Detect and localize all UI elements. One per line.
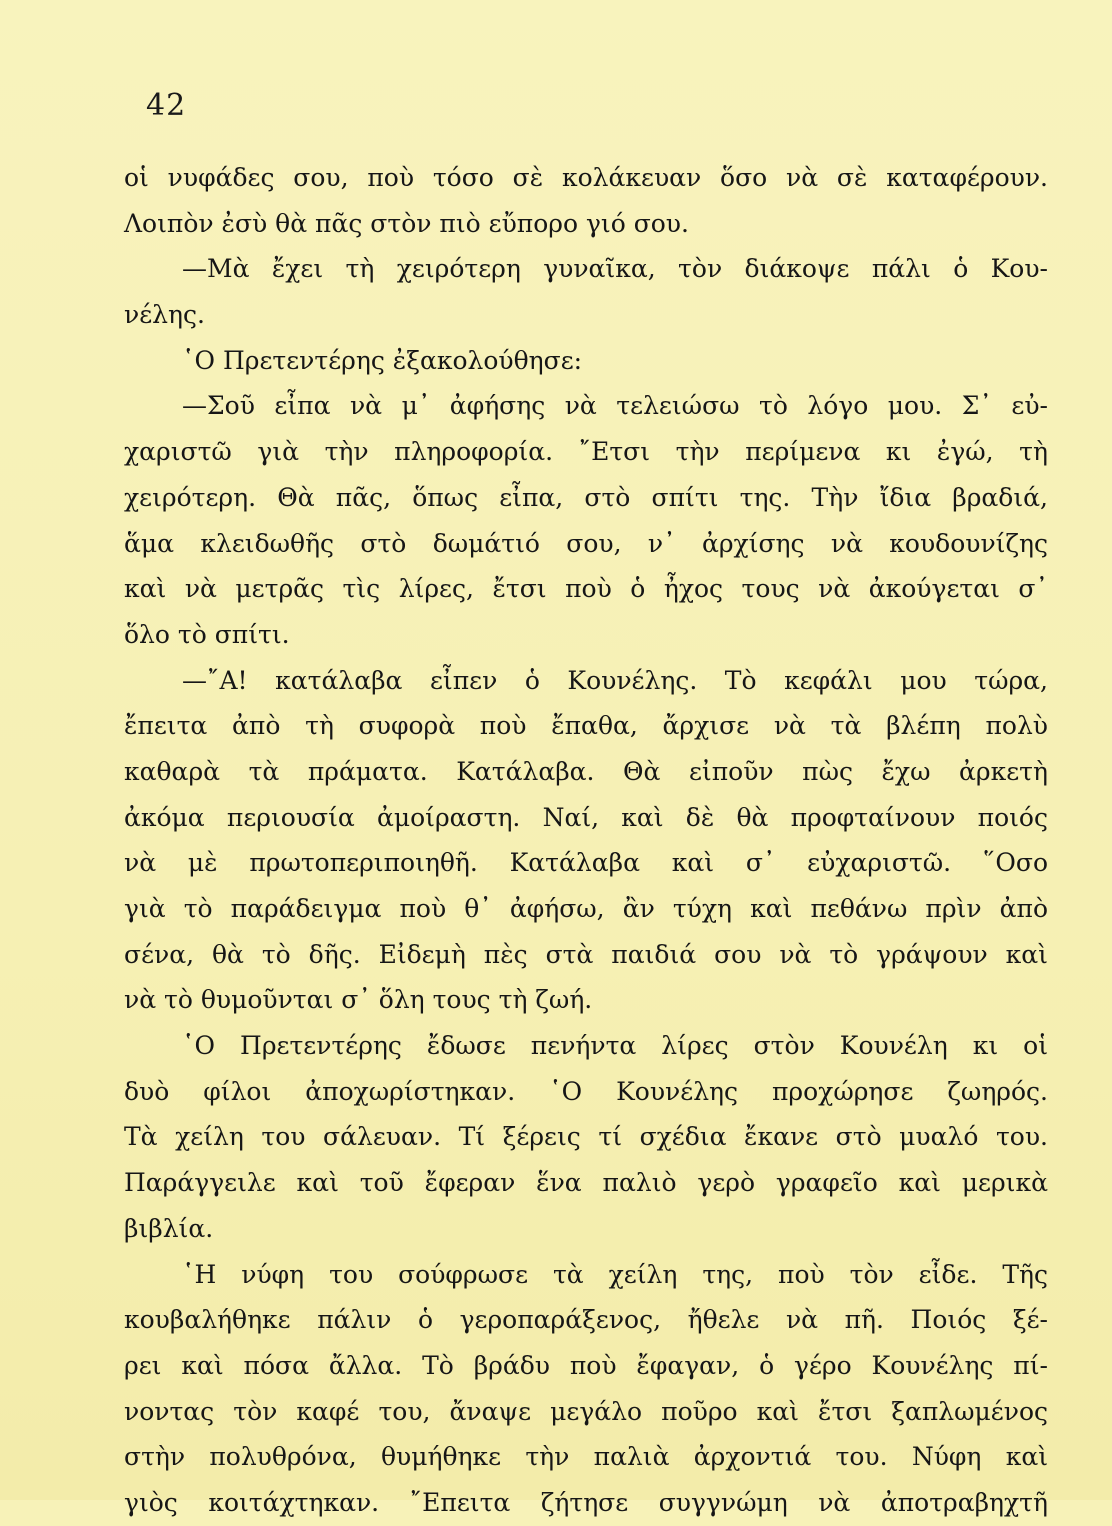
text-line: ῾Ο Πρετεντέρης ἔδωσε πενήντα λίρες στὸν Κουνέλη κι οἱ: [182, 1031, 1048, 1061]
text-line: νὰ μὲ πρωτοπεριποιηθῆ. Κατάλαβα καὶ σ᾿ εὐχαριστῶ. ῞Οσο: [124, 848, 1048, 878]
text-line: βιβλία.: [124, 1213, 214, 1243]
text-line: Παράγγειλε καὶ τοῦ ἔφεραν ἕνα παλιὸ γερὸ γραφεῖο καὶ μερικὰ: [124, 1168, 1048, 1198]
text-line: ὅλο τὸ σπίτι.: [124, 619, 290, 649]
text-line: ῾Ο Πρετεντέρης ἐξακολούθησε:: [182, 345, 583, 375]
page-number: 42: [146, 88, 187, 123]
text-line: —Μὰ ἔχει τὴ χειρότερη γυναῖκα, τὸν διάκοψε πάλι ὁ Κου-: [182, 254, 1048, 284]
text-line: —῎Α! κατάλαβα εἶπεν ὁ Κουνέλης. Τὸ κεφάλι μου τώρα,: [182, 665, 1048, 695]
text-line: οἱ νυφάδες σου, ποὺ τόσο σὲ κολάκευαν ὅσο νὰ σὲ καταφέρουν.: [124, 163, 1048, 192]
text-line: —Σοῦ εἶπα νὰ μ᾿ ἀφήσης νὰ τελειώσω τὸ λόγο μου. Σ᾿ εὐ-: [182, 391, 1048, 421]
text-line: σένα, θὰ τὸ δῆς. Εἰδεμὴ πὲς στὰ παιδιά σου νὰ τὸ γράψουν καὶ: [124, 939, 1048, 969]
text-line: κουβαλήθηκε πάλιν ὁ γεροπαράξενος, ἤθελε νὰ πῆ. Ποιός ξέ-: [124, 1305, 1048, 1335]
text-line: Τὰ χείλη του σάλευαν. Τί ξέρεις τί σχέδια ἔκανε στὸ μυαλό του.: [124, 1122, 1048, 1152]
text-line: νέλης.: [124, 300, 205, 330]
text-line: δυὸ φίλοι ἀποχωρίστηκαν. ῾Ο Κουνέλης προχώρησε ζωηρός.: [124, 1076, 1048, 1106]
body-text: [124, 155, 1048, 1526]
text-line: ρει καὶ πόσα ἄλλα. Τὸ βράδυ ποὺ ἔφαγαν, ὁ γέρο Κουνέλης πί-: [124, 1350, 1048, 1380]
text-line: ἅμα κλειδωθῆς στὸ δωμάτιό σου, ν᾿ ἀρχίσης νὰ κουδουνίζης: [124, 528, 1048, 558]
text-line: χαριστῶ γιὰ τὴν πληροφορία. ῎Ετσι τὴν περίμενα κι ἐγώ, τὴ: [124, 437, 1048, 467]
text-line: ῾Η νύφη του σούφρωσε τὰ χείλη της, ποὺ τὸν εἶδε. Τῆς: [182, 1259, 1048, 1289]
text-line: Λοιπὸν ἐσὺ θὰ πᾶς στὸν πιὸ εὔπορο γιό σου.: [124, 208, 689, 238]
text-line: νὰ τὸ θυμοῦνται σ᾿ ὅλη τους τὴ ζωή.: [124, 985, 593, 1015]
text-line: στὴν πολυθρόνα, θυμήθηκε τὴν παλιὰ ἀρχοντιά του. Νύφη καὶ: [124, 1442, 1048, 1472]
text-line: νοντας τὸν καφέ του, ἄναψε μεγάλο ποῦρο καὶ ἔτσι ξαπλωμένος: [124, 1396, 1048, 1426]
text-line: ἔπειτα ἀπὸ τὴ συφορὰ ποὺ ἔπαθα, ἄρχισε νὰ τὰ βλέπη πολὺ: [124, 711, 1048, 741]
text-line: καθαρὰ τὰ πράματα. Κατάλαβα. Θὰ εἰποῦν πὼς ἔχω ἀρκετὴ: [124, 756, 1048, 786]
text-line: γιὰ τὸ παράδειγμα ποὺ θ᾿ ἀφήσω, ἂν τύχη καὶ πεθάνω πρὶν ἀπὸ: [124, 894, 1048, 923]
text-line: γιὸς κοιτάχτηκαν. ῎Επειτα ζήτησε συγγνώμη νὰ ἀποτραβηχτῆ: [124, 1487, 1048, 1517]
text-line: χειρότερη. Θὰ πᾶς, ὅπως εἶπα, στὸ σπίτι της. Τὴν ἴδια βραδιά,: [124, 482, 1048, 512]
text-line: καὶ νὰ μετρᾶς τὶς λίρες, ἔτσι ποὺ ὁ ἦχος τους νὰ ἀκούγεται σ᾿: [124, 574, 1048, 604]
text-line: ἀκόμα περιουσία ἀμοίραστη. Ναί, καὶ δὲ θὰ προφταίνουν ποιός: [124, 802, 1048, 832]
